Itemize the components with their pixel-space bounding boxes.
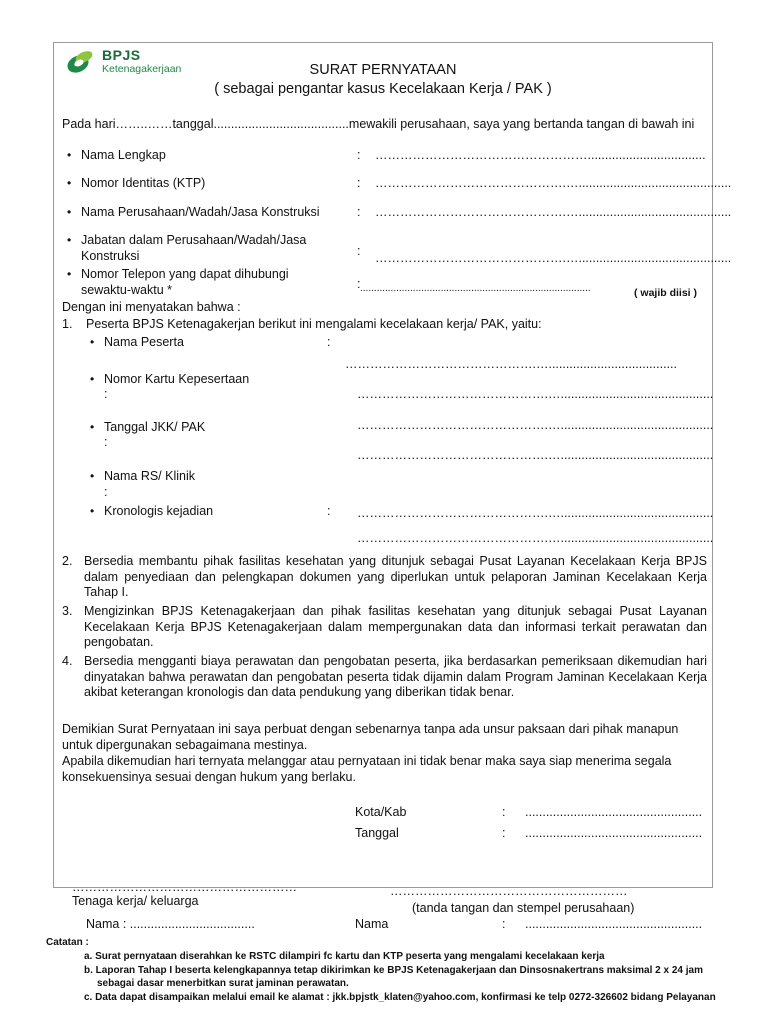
field-jabatan-label: • Jabatan dalam Perusahaan/Wadah/Jasa (81, 233, 306, 247)
field-telepon-label: • Nomor Telepon yang dapat dihubungi (81, 267, 289, 281)
peserta-tanggal-label: • Tanggal JKK/ PAK (104, 420, 205, 434)
point-4-number: 4. (62, 654, 73, 668)
point-3-text: Mengizinkan BPJS Ketenagakerjaan dan pihak fasilitas kesehatan yang ditunjuk sebagai Pusat Layanan Kecelakaan Kerja BPJS Ketenagakerjaan dalam mempergunakan data dan informasi terkait perawatan dan pengobatan. (84, 604, 707, 649)
point-1-number: 1. (62, 317, 73, 331)
peserta-rs-label: • Nama RS/ Klinik (104, 469, 195, 483)
note-c: c. Data dapat disampaikan melalui email ke alamat : jkk.bpjstk_klaten@yahoo.com, konfirmasi ke telp 0272-326602 bidang Pelayanan (84, 992, 716, 1003)
intro-line: Pada hari……..……tanggal.......................................mewakili perusahaan, saya yang bertanda tangan di bawah ini (62, 117, 695, 131)
field-telepon-label-2: sewaktu-waktu * (81, 283, 173, 297)
field-perusahaan-label: • Nama Perusahaan/Wadah/Jasa Konstruksi (81, 205, 320, 219)
peserta-tanggal-dots: ……………………………………….…............................................ (357, 418, 714, 432)
signature-right-name-label: Nama (355, 917, 389, 931)
closing-paragraph-1: Demikian Surat Pernyataan ini saya perbuat dengan sebenarnya tanpa ada unsur paksaan dari pihak manapun untuk dipergunakan sebagaimana mestinya. (62, 722, 679, 752)
tanggal-colon: : (502, 826, 506, 840)
statement-line: Dengan ini menyatakan bahwa : (62, 300, 241, 314)
field-telepon-colon: : (357, 277, 361, 291)
point-2-text: Bersedia membantu pihak fasilitas kesehatan yang ditunjuk sebagai Pusat Layanan Kecelakaan Kerja BPJS dalam penyediaan dan pelengkapan dokumen yang diperlukan untuk pelaporan Jaminan Kecelakaan Kerja Tahap I. (84, 554, 707, 599)
field-jabatan-colon: : (357, 244, 361, 258)
peserta-kronologis-label: • Kronologis kejadian (104, 504, 213, 518)
field-ktp-dots: ……………………………………….…............................................ (375, 176, 732, 190)
signature-right-dots: ................................................... (525, 917, 703, 931)
logo-name: BPJS (102, 47, 141, 63)
peserta-tanggal-colon: : (104, 435, 108, 449)
peserta-rs-colon: : (104, 485, 108, 499)
peserta-kronologis-dots-2: ……………………………………….…............................................ (357, 531, 714, 545)
field-jabatan-label-2: Konstruksi (81, 249, 140, 263)
field-nama-lengkap-colon: : (357, 148, 361, 162)
point-1-text: Peserta BPJS Ketenagakerjan berikut ini mengalami kecelakaan kerja/ PAK, yaitu: (86, 317, 542, 331)
field-telepon-dots: ................................................................................... (360, 283, 591, 294)
field-telepon-note: ( wajib diisi ) (634, 287, 698, 299)
kota-colon: : (502, 805, 506, 819)
signature-left-name: Nama : .................................... (86, 917, 255, 931)
field-nama-lengkap-label: • Nama Lengkap (81, 148, 166, 162)
point-3-number: 3. (62, 604, 73, 618)
tanggal-label: Tanggal (355, 826, 399, 840)
field-perusahaan-colon: : (357, 205, 361, 219)
tanggal-dots: ................................................... (525, 826, 703, 840)
peserta-tanggal-dots-2: ……………………………………….…............................................ (357, 448, 714, 462)
note-a: a. Surat pernyataan diserahkan ke RSTC dilampiri fc kartu dan KTP peserta yang mengalami kecelakaan kerja (84, 951, 605, 962)
closing-paragraph-2: Apabila dikemudian hari ternyata melanggar atau pernyataan ini tidak benar maka saya siap menerima segala konsekuensinya sesuai dengan hukum yang berlaku. (62, 754, 672, 784)
peserta-kartu-colon: : (104, 387, 108, 401)
note-b-cont: sebagai dasar menerbitkan surat jaminan perawatan. (97, 978, 349, 989)
signature-left-label: Tenaga kerja/ keluarga (72, 894, 199, 908)
logo-subname: Ketenagakerjaan (102, 63, 182, 75)
point-4-text: Bersedia mengganti biaya perawatan dan pengobatan peserta, jika berdasarkan pemeriksaan dikemudian hari dinyatakan bahwa perawatan dan pengobatan peserta tidak dijamin dalam Program Jaminan Kecelakaan Kerja akibat keterangan kronologis dan data pendukung yang diberikan tidak benar. (84, 654, 707, 699)
peserta-nama-dots: ……………………………………….…..................................... (345, 357, 677, 371)
kota-label: Kota/Kab (355, 805, 407, 819)
peserta-kronologis-dots: ……………………………………….…............................................ (357, 506, 714, 520)
field-ktp-label: • Nomor Identitas (KTP) (81, 176, 205, 190)
doc-title: SURAT PERNYATAAN (309, 62, 457, 78)
doc-subtitle: ( sebagai pengantar kasus Kecelakaan Kerja / PAK ) (214, 81, 552, 97)
signature-right-colon: : (502, 917, 506, 931)
signature-left-line: ……………………………………………… (72, 880, 297, 894)
point-2-number: 2. (62, 554, 73, 568)
peserta-nama-label: • Nama Peserta (104, 335, 184, 349)
field-perusahaan-dots: ……………………………………….…............................................ (375, 205, 732, 219)
signature-right-label: (tanda tangan dan stempel perusahaan) (412, 901, 635, 915)
peserta-kronologis-colon: : (327, 504, 331, 518)
peserta-nama-colon: : (327, 335, 331, 349)
field-jabatan-dots: ……………………………………….…............................................ (375, 251, 732, 265)
peserta-kartu-label: • Nomor Kartu Kepesertaan (104, 372, 249, 386)
signature-right-line: ………………………………………………… (390, 884, 628, 898)
field-nama-lengkap-dots: …………………………………………….................................. (375, 148, 706, 162)
kota-dots: ................................................... (525, 805, 703, 819)
notes-title: Catatan : (46, 937, 89, 948)
note-b: b. Laporan Tahap I beserta kelengkapannya tetap dikirimkan ke BPJS Ketenagakerjaan dan Dinsosnakertrans maksimal 2 x 24 jam (84, 965, 703, 976)
peserta-kartu-dots: ……………………………………….…............................................ (357, 387, 714, 401)
field-ktp-colon: : (357, 176, 361, 190)
